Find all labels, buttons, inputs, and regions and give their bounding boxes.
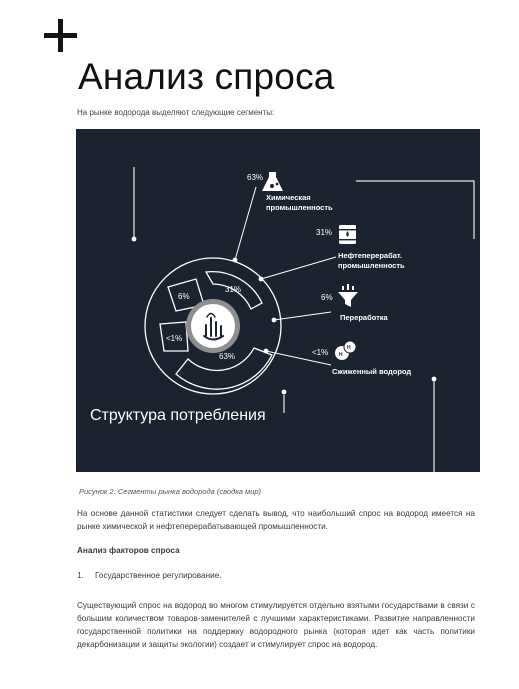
connector-dot [259, 277, 264, 282]
paragraph-conclusion: На основе данной статистики следует сделать вывод, что наибольший спрос на водород имеется на рынке химической и нефтеперерабатывающей промышленности. [77, 509, 475, 531]
label-chemical-line1: Химическая [266, 193, 311, 202]
list-item [77, 571, 222, 580]
flask-icon [262, 172, 283, 191]
hydrogen-molecule-icon [335, 341, 356, 360]
label-chemical-inner: 63% [219, 352, 236, 361]
hub-disc [191, 304, 235, 348]
connector-chemical [235, 187, 256, 260]
label-refining-line2: промышленность [338, 261, 405, 270]
connector-refining [261, 257, 336, 279]
connector-dot [264, 349, 269, 354]
label-refining-line1: Нефтеперерабат. [338, 251, 403, 260]
decor-dot [432, 377, 437, 382]
label-liquefied: Сжиженный водород [332, 367, 412, 376]
intro-text: На рынке водорода выделяют следующие сегменты: [77, 108, 275, 117]
page-title: Анализ спроса [78, 56, 335, 97]
list-number: 1. [77, 571, 84, 580]
label-refining-pct: 31% [316, 228, 333, 237]
oil-barrel-icon [339, 225, 356, 244]
add-icon[interactable] [44, 18, 80, 54]
list-text: Государственное регулирование. [95, 571, 222, 580]
section-heading: Анализ факторов спроса [77, 546, 180, 555]
connector-dot [272, 318, 277, 323]
figure-caption: Рисунок 2. Сегменты рынка водорода (сводка мир) [79, 487, 262, 496]
label-chemical-line2: промышленность [266, 203, 333, 212]
label-liquefied-inner: <1% [166, 334, 183, 343]
label-processing-pct: 6% [321, 293, 333, 302]
decor-dot [282, 390, 287, 395]
label-processing: Переработка [340, 313, 388, 322]
connectors [235, 187, 336, 365]
svg-text:H: H [339, 352, 343, 358]
decor-line-top [356, 181, 474, 239]
figure-title: Структура потребления [90, 407, 266, 424]
segments-figure [76, 129, 480, 472]
decor-dot [132, 237, 137, 242]
label-chemical-pct: 63% [247, 173, 264, 182]
svg-text:H: H [347, 345, 351, 351]
label-processing-inner: 6% [178, 292, 190, 301]
funnel-icon [338, 284, 358, 307]
connector-processing [274, 312, 331, 320]
label-refining-inner: 31% [225, 285, 242, 294]
label-liquefied-pct: <1% [312, 348, 329, 357]
decor-lines [134, 167, 474, 472]
paragraph-regulation: Существующий спрос на водород во многом стимулируется отдельно взятыми государствами в связи с большим количеством товаров-заменителей с лучшими характеристиками. Развитие направленности государственной политики на поддержку водородного рынка (которая идет как часть политики декарбонизации и защиты экологии) создает и стимулирует спрос на водород. [77, 601, 475, 649]
connector-dot [233, 258, 238, 263]
